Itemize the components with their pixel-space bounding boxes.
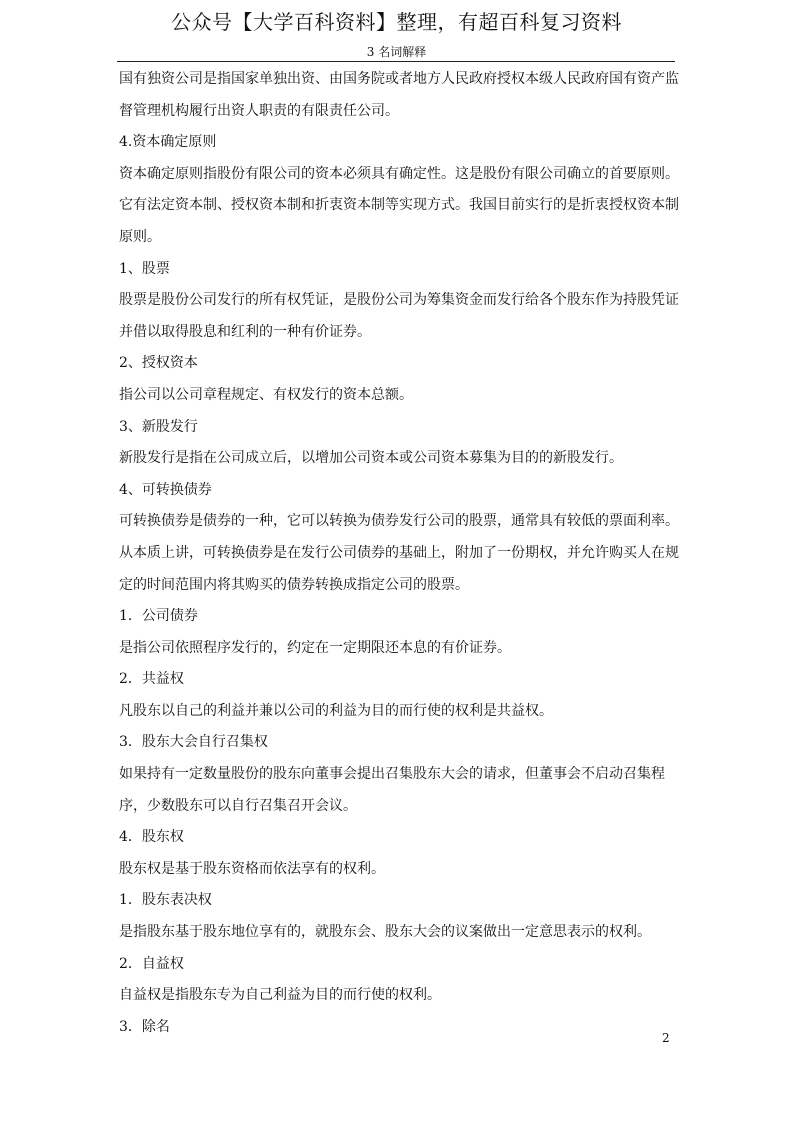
section-heading: 1．股东表决权 (119, 892, 212, 909)
body-line: 序，少数股东可以自行召集召开会议。 (119, 797, 357, 814)
section-heading: 1、股票 (119, 260, 170, 277)
body-line: 自益权是指股东专为自己利益为目的而行使的权利。 (119, 987, 441, 1004)
section-heading: 2、授权资本 (119, 355, 198, 372)
section-heading: 2．自益权 (119, 955, 184, 972)
body-line: 原则。 (119, 228, 161, 245)
body-line: 它有法定资本制、授权资本制和折衷资本制等实现方式。我国目前实行的是折衷授权资本制 (119, 197, 679, 214)
body-line: 如果持有一定数量股份的股东向董事会提出召集股东大会的请求，但董事会不启动召集程 (119, 766, 665, 783)
body-line: 并借以取得股息和红利的一种有价证券。 (119, 323, 371, 340)
document-body (119, 64, 679, 1043)
body-line: 是指公司依照程序发行的，约定在一定期限还本息的有价证券。 (119, 639, 511, 656)
section-heading: 1．公司债券 (119, 608, 198, 625)
section-heading: 4.资本确定原则 (119, 134, 217, 151)
header-divider (117, 61, 675, 62)
running-head: 3 名词解释 (366, 45, 427, 59)
body-line: 督管理机构履行出资人职责的有限责任公司。 (119, 102, 399, 119)
section-heading: 3、新股发行 (119, 418, 198, 435)
section-heading: 4、可转换债券 (119, 481, 212, 498)
body-line: 资本确定原则指股份有限公司的资本必须具有确定性。这是股份有限公司确立的首要原则。 (119, 165, 679, 182)
body-line: 指公司以公司章程规定、有权发行的资本总额。 (119, 386, 413, 403)
body-line: 可转换债券是债券的一种，它可以转换为债券发行公司的股票，通常具有较低的票面利率。 (119, 513, 679, 530)
section-heading: 4．股东权 (119, 829, 184, 846)
body-line: 股东权是基于股东资格而依法享有的权利。 (119, 860, 385, 877)
body-line: 国有独资公司是指国家单独出资、由国务院或者地方人民政府授权本级人民政府国有资产监 (119, 71, 679, 87)
body-line: 是指股东基于股东地位享有的，就股东会、股东大会的议案做出一定意思表示的权利。 (119, 924, 651, 941)
body-line: 新股发行是指在公司成立后，以增加公司资本或公司资本募集为目的的新股发行。 (119, 450, 623, 467)
body-line: 从本质上讲，可转换债券是在发行公司债券的基础上，附加了一份期权，并允许购买人在规 (119, 544, 679, 561)
section-heading: 3．股东大会自行召集权 (119, 734, 268, 751)
body-line: 股票是股份公司发行的所有权凭证，是股份公司为筹集资金而发行给各个股东作为持股凭证 (119, 292, 679, 309)
document-header-title: 公众号【大学百科资料】整理，有超百科复习资料 (171, 10, 622, 34)
body-line: 凡股东以自己的利益并兼以公司的利益为目的而行使的权利是共益权。 (119, 702, 553, 719)
section-heading: 3．除名 (119, 1018, 170, 1035)
section-heading: 2．共益权 (119, 671, 184, 688)
page-number: 2 (662, 1031, 670, 1045)
body-line: 定的时间范围内将其购买的债券转换成指定公司的股票。 (119, 576, 469, 593)
